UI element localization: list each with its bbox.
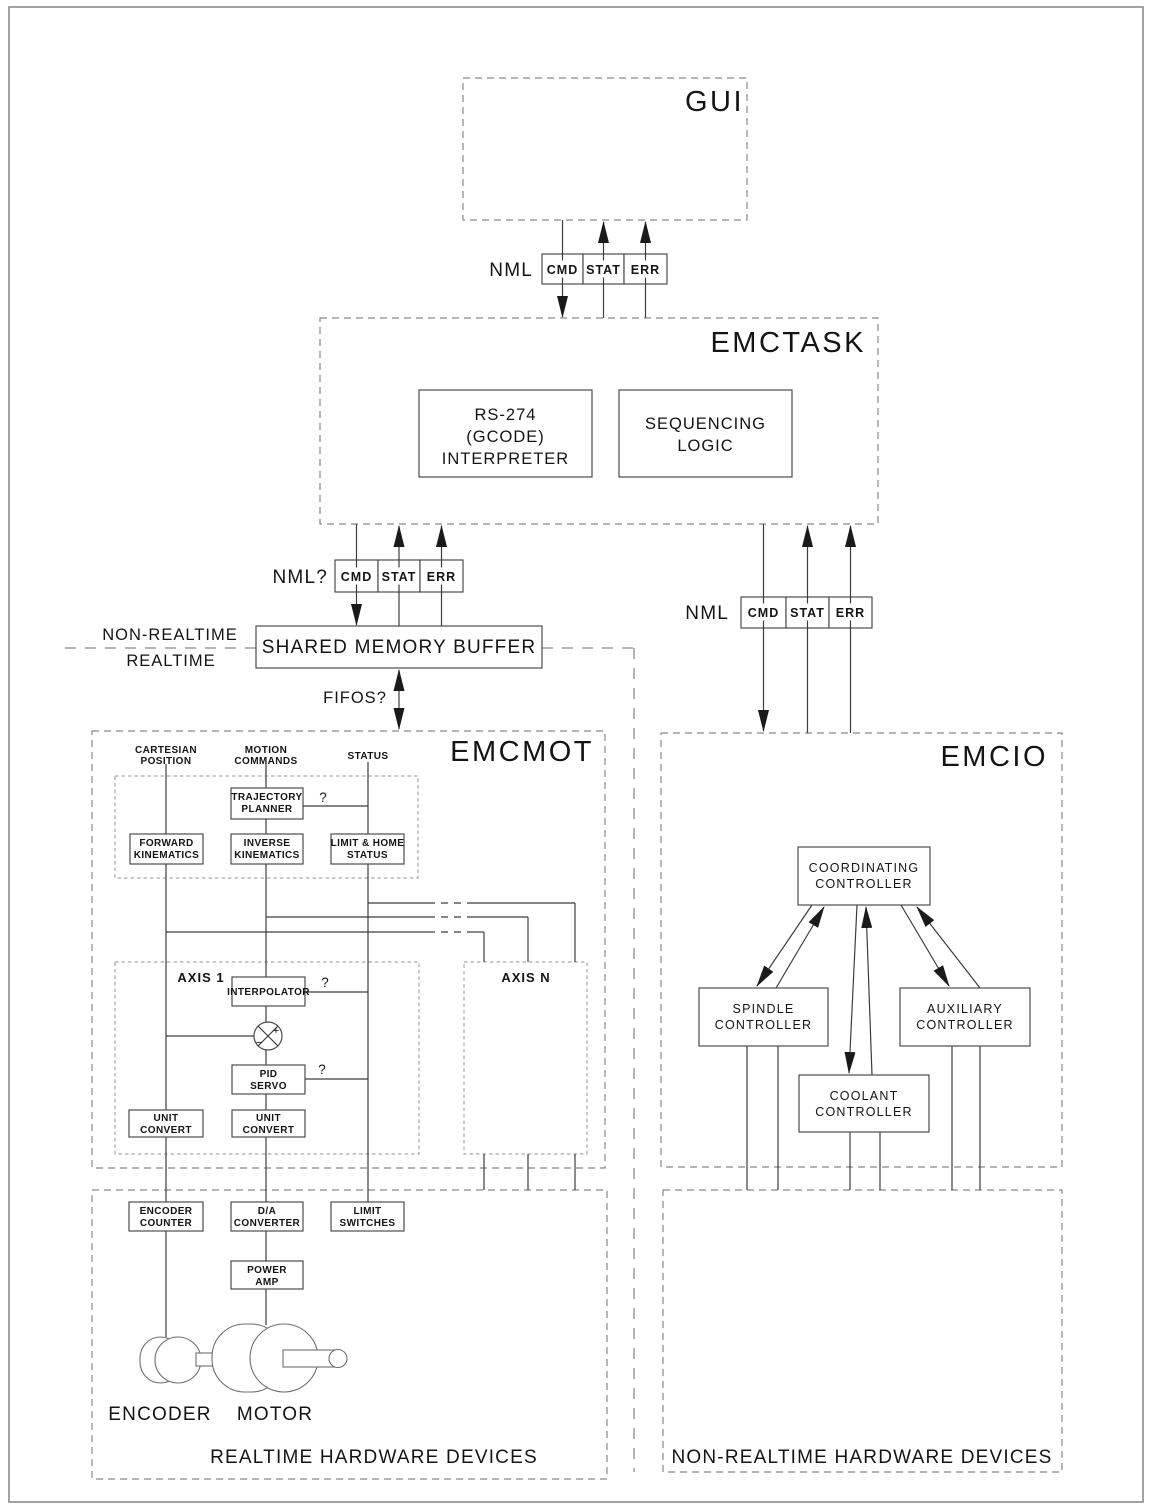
emcio-title: EMCIO bbox=[940, 741, 1048, 773]
realtime-hardware-box bbox=[92, 1190, 607, 1479]
limit-home-status-line-1: LIMIT & HOME bbox=[330, 838, 405, 849]
encoder-label: ENCODER bbox=[108, 1404, 212, 1425]
da-converter-line-1: D/A bbox=[257, 1206, 277, 1217]
nml-top-stat: STAT bbox=[586, 263, 621, 277]
cartesian-position-line-1: CARTESIAN bbox=[135, 745, 197, 756]
axisn-box bbox=[464, 962, 587, 1154]
coordinating-controller-box bbox=[798, 847, 930, 905]
spindle-controller-box bbox=[699, 988, 828, 1046]
coolant-controller-line-2: CONTROLLER bbox=[815, 1105, 913, 1119]
trajectory-question-mark: ? bbox=[319, 790, 327, 805]
pid-servo-line-2: SERVO bbox=[250, 1081, 287, 1092]
axis1-label: AXIS 1 bbox=[177, 970, 225, 985]
pid-question-mark: ? bbox=[318, 1062, 326, 1077]
inverse-kinematics-line-1: INVERSE bbox=[243, 838, 291, 849]
emctask-title: EMCTASK bbox=[710, 327, 866, 359]
nml-top-err: ERR bbox=[630, 263, 661, 277]
unit-convert-mid-line-1: UNIT bbox=[256, 1113, 281, 1124]
inverse-kinematics-line-2: KINEMATICS bbox=[234, 850, 300, 861]
sequencing-line-2: LOGIC bbox=[677, 437, 734, 455]
interpreter-line-2: (GCODE) bbox=[466, 428, 545, 446]
sequencing-logic-box bbox=[619, 390, 792, 477]
limit-switches-line-2: SWITCHES bbox=[339, 1218, 396, 1229]
limit-home-status-line-2: STATUS bbox=[347, 850, 388, 861]
nml-left-cmd: CMD bbox=[340, 570, 373, 584]
non-realtime-label: NON-REALTIME bbox=[102, 626, 238, 644]
shared-memory-buffer-label: SHARED MEMORY BUFFER bbox=[261, 637, 537, 658]
dashed-containers bbox=[65, 78, 1062, 1479]
emcmot-title: EMCMOT bbox=[450, 736, 594, 768]
encoder-face-shape bbox=[155, 1337, 201, 1383]
interpolator-label: INTERPOLATOR bbox=[227, 987, 310, 998]
nml-top-cmd: CMD bbox=[546, 263, 579, 277]
summing-minus-sign: − bbox=[255, 1037, 263, 1049]
status-column-label: STATUS bbox=[347, 751, 389, 762]
connectors bbox=[166, 220, 980, 1337]
interpreter-line-1: RS-274 bbox=[474, 406, 537, 424]
trajectory-planner-line-1: TRAJECTORY bbox=[231, 792, 303, 803]
encoder-counter-line-2: COUNTER bbox=[139, 1218, 193, 1229]
interpolator-question-mark: ? bbox=[321, 975, 329, 990]
unit-convert-mid-line-2: CONVERT bbox=[242, 1125, 295, 1136]
machine-drawing bbox=[140, 1324, 347, 1392]
auxiliary-controller-line-2: CONTROLLER bbox=[916, 1018, 1014, 1032]
wire-coord-to-coolant bbox=[849, 905, 857, 1073]
cartesian-position-line-2: POSITION bbox=[140, 756, 192, 767]
da-converter-line-2: CONVERTER bbox=[233, 1218, 301, 1229]
nml-right-cmd: CMD bbox=[747, 606, 780, 620]
nml-left-stat: STAT bbox=[381, 570, 417, 584]
nml-left-label: NML? bbox=[272, 567, 328, 588]
forward-kinematics-line-2: KINEMATICS bbox=[133, 850, 200, 861]
wire-coolant-to-coord bbox=[866, 907, 872, 1075]
gui-title: GUI bbox=[684, 86, 744, 118]
power-amp-line-1: POWER bbox=[247, 1265, 287, 1276]
forward-kinematics-line-1: FORWARD bbox=[139, 838, 194, 849]
coordinating-controller-line-1: COORDINATING bbox=[808, 861, 920, 875]
coordinating-controller-line-2: CONTROLLER bbox=[815, 877, 913, 891]
unit-convert-left-line-1: UNIT bbox=[153, 1113, 179, 1124]
auxiliary-controller-box bbox=[900, 988, 1030, 1046]
spindle-controller-line-1: SPINDLE bbox=[732, 1002, 795, 1016]
sequencing-line-1: SEQUENCING bbox=[645, 415, 766, 433]
nonrealtime-hardware-title: NON-REALTIME HARDWARE DEVICES bbox=[671, 1447, 1053, 1468]
motor-shaft-end-shape bbox=[329, 1350, 347, 1368]
spindle-controller-line-2: CONTROLLER bbox=[714, 1018, 813, 1032]
axisn-label: AXIS N bbox=[501, 970, 551, 985]
auxiliary-controller-line-1: AUXILIARY bbox=[927, 1002, 1003, 1016]
coolant-controller-box bbox=[799, 1075, 929, 1132]
motor-label: MOTOR bbox=[236, 1404, 314, 1425]
nml-left-err: ERR bbox=[426, 570, 457, 584]
interpreter-line-3: INTERPRETER bbox=[441, 450, 570, 468]
pid-servo-line-1: PID bbox=[259, 1069, 278, 1080]
unit-convert-left-line-2: CONVERT bbox=[140, 1125, 192, 1136]
realtime-label: REALTIME bbox=[126, 652, 216, 670]
limit-switches-line-1: LIMIT bbox=[353, 1206, 382, 1217]
motion-commands-line-1: MOTION bbox=[244, 745, 288, 756]
nonrealtime-hardware-box bbox=[663, 1190, 1062, 1472]
nml-top-label: NML bbox=[489, 260, 533, 281]
encoder-counter-line-1: ENCODER bbox=[139, 1206, 193, 1217]
coolant-controller-line-1: COOLANT bbox=[829, 1089, 899, 1103]
motion-commands-line-2: COMMANDS bbox=[234, 756, 298, 767]
summing-plus-sign: + bbox=[272, 1025, 280, 1037]
realtime-hardware-title: REALTIME HARDWARE DEVICES bbox=[210, 1447, 538, 1468]
power-amp-line-2: AMP bbox=[255, 1277, 279, 1288]
nml-right-label: NML bbox=[685, 603, 729, 624]
fifos-label: FIFOS? bbox=[323, 689, 387, 707]
nml-right-stat: STAT bbox=[790, 606, 825, 620]
trajectory-planner-line-2: PLANNER bbox=[241, 804, 293, 815]
nml-right-err: ERR bbox=[835, 606, 866, 620]
